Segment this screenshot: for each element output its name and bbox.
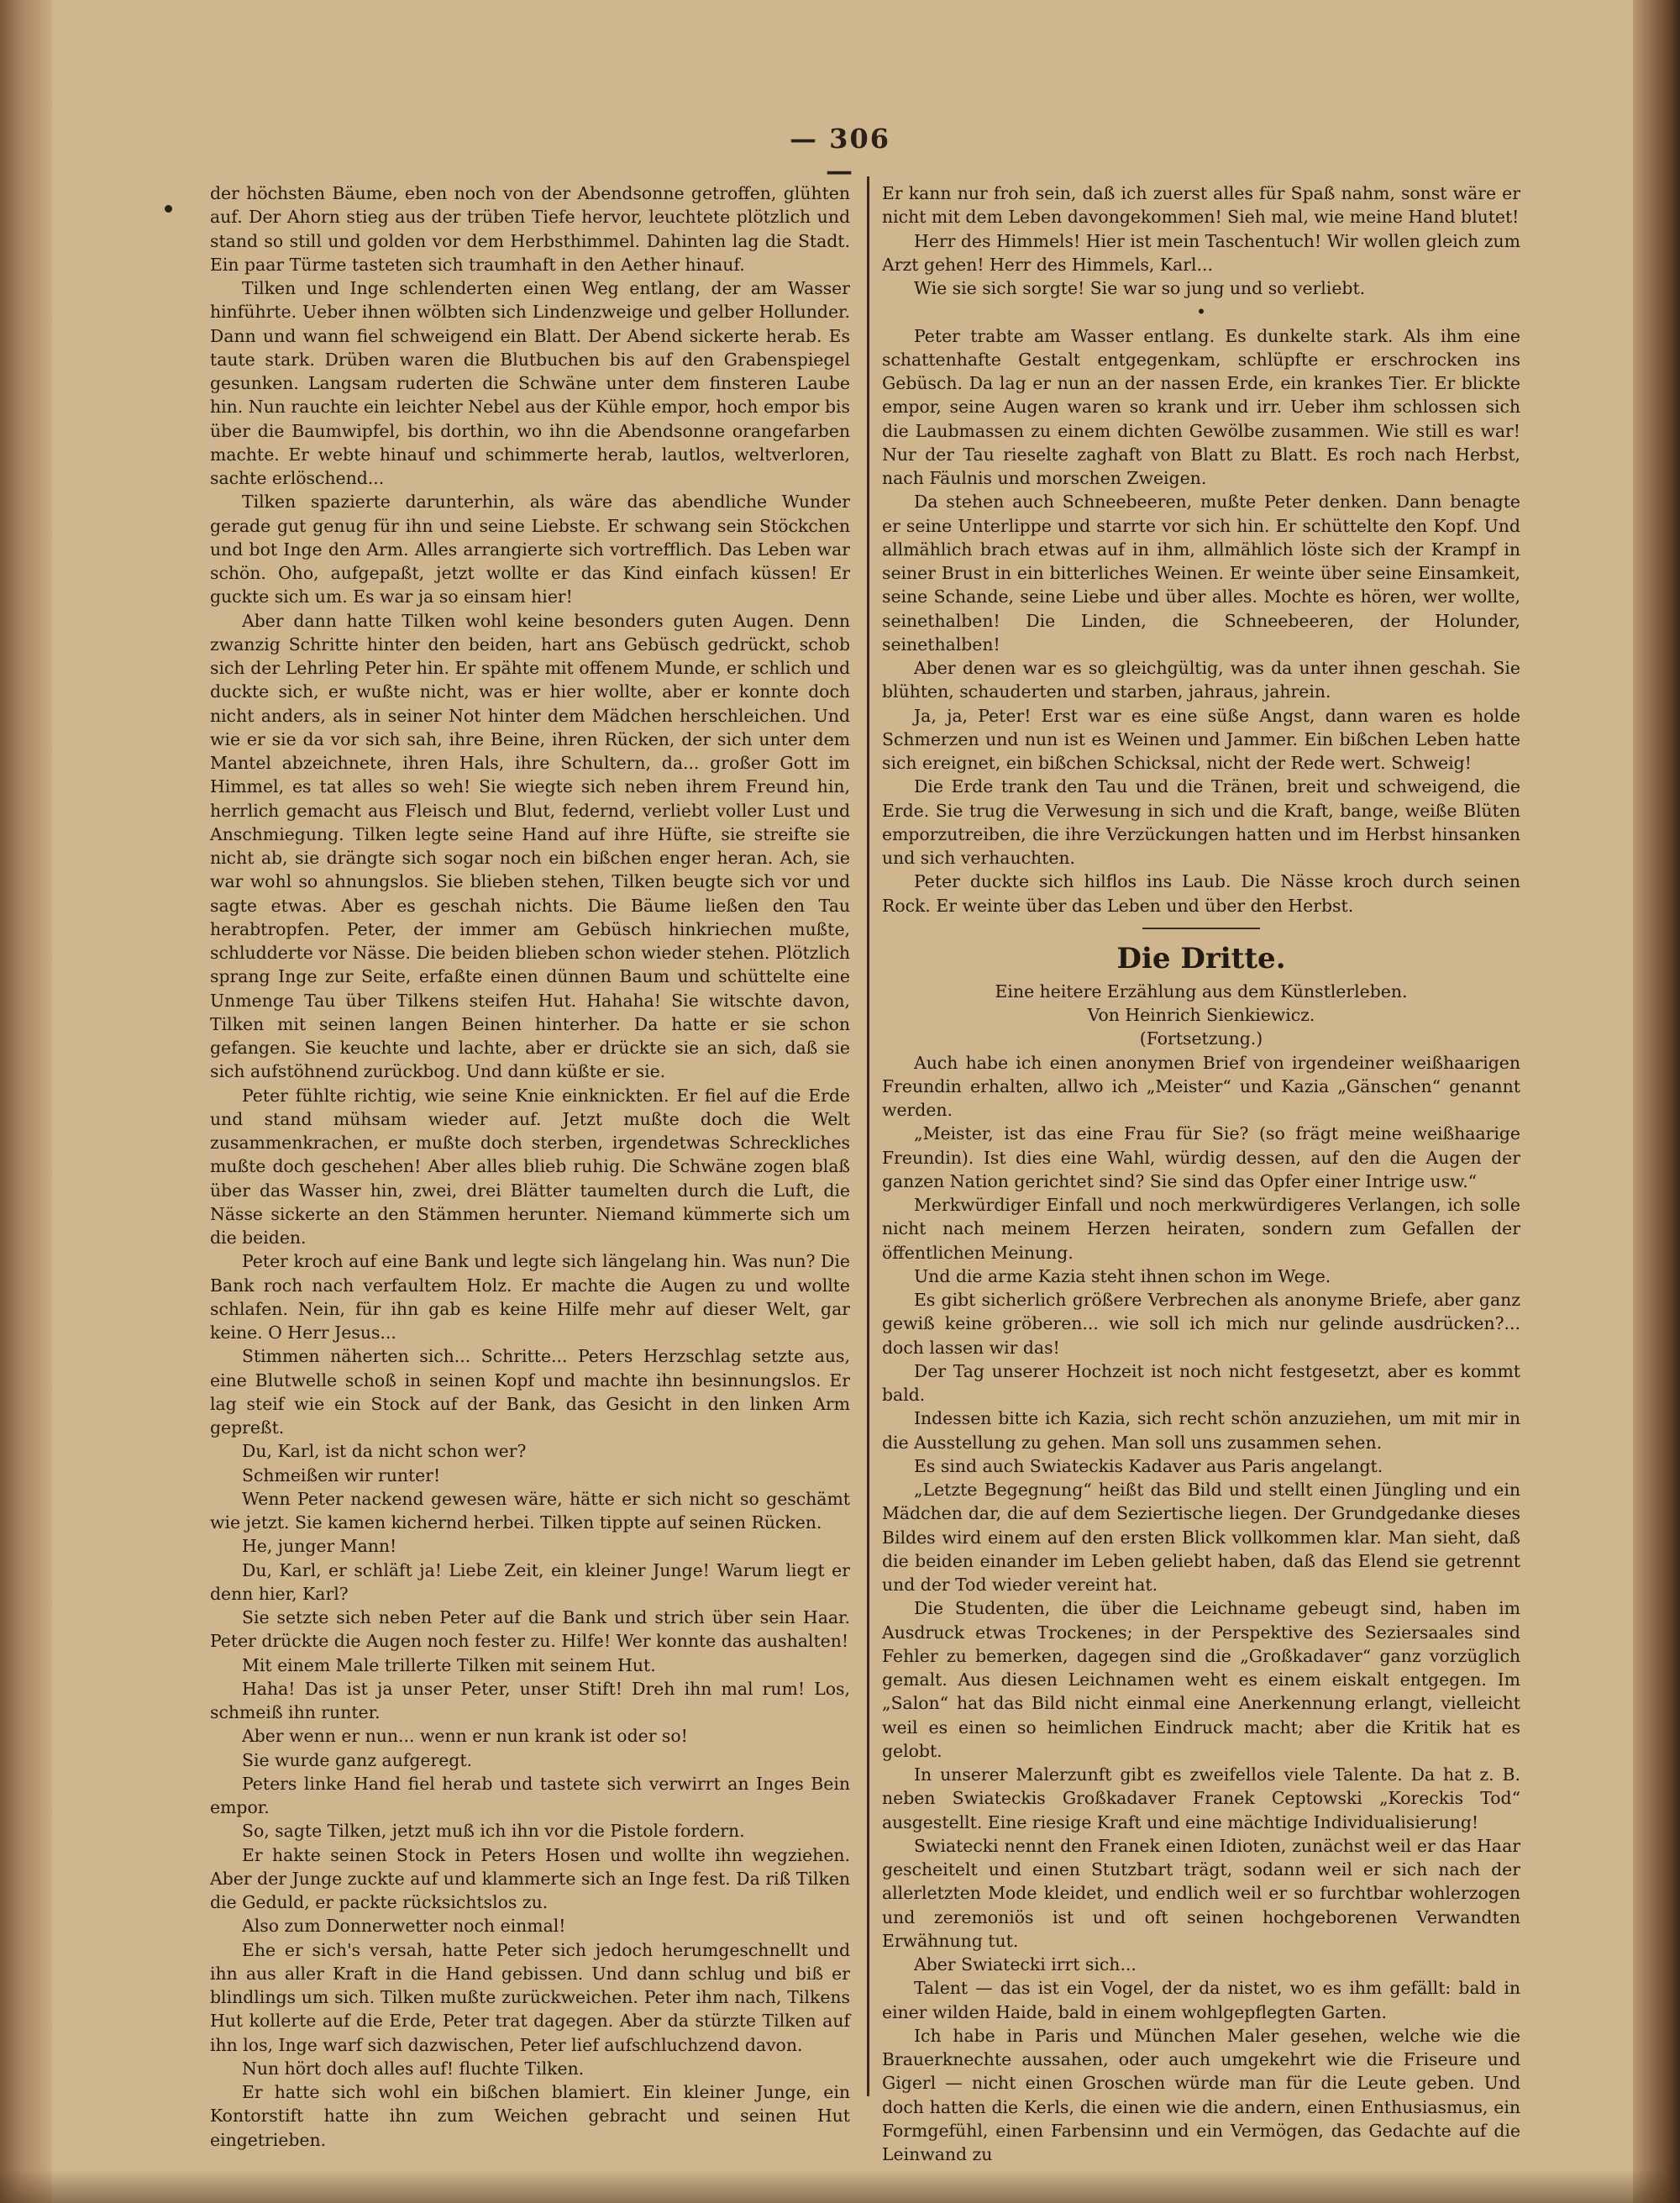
paragraph: Ehe er sich's versah, hatte Peter sich jedoch herumgeschnellt und ihn aus aller Kraft in die Hand gebissen. Und dann schlug und biß er blindlings um sich. Tilken mußte zurückweichen. Peter ihm nach, Tilkens Hut kollerte auf die Erde, Peter trat dagegen. Aber da stürzte Tilken auf ihn los, Inge warf sich dazwischen, Peter lief aufschluchzend davon. bbox=[210, 1939, 850, 2055]
paragraph: Der Tag unserer Hochzeit ist noch nicht festgesetzt, aber es kommt bald. bbox=[882, 1360, 1520, 1405]
story-body bbox=[882, 1051, 1520, 2167]
paragraph: Die Erde trank den Tau und die Tränen, breit und schweigend, die Erde. Sie trug die Verwesung in sich und die Kraft, bange, weiße Blüten emporzutreiben, die ihre Verzückungen hatten und im Herbst hinsanken und sich verhauchten. bbox=[882, 776, 1520, 868]
paragraph: He, junger Mann! bbox=[242, 1536, 397, 1557]
story-author: Von Heinrich Sienkiewicz. bbox=[1087, 1005, 1315, 1025]
story-subtitle: Eine heitere Erzählung aus dem Künstlerleben. bbox=[995, 981, 1408, 1002]
paragraph: Talent — das ist ein Vogel, der da nistet, wo es ihm gefällt: bald in einer wilden Haide, bald in einem wohlgepflegten Garten. bbox=[882, 1978, 1520, 2022]
paragraph: Du, Karl, er schläft ja! Liebe Zeit, ein kleiner Junge! Warum liegt er denn hier, Karl? bbox=[210, 1559, 850, 1604]
column-divider bbox=[867, 176, 869, 2096]
paragraph: Wie sie sich sorgte! Sie war so jung und so verliebt. bbox=[914, 278, 1366, 298]
paragraph: Die Studenten, die über die Leichname gebeugt sind, haben im Ausdruck etwas Trockenes; in der Perspektive des Seziersaales sind Fehler zu bemerken, dagegen sind die „Großkadaver“ ganz vorzüglich gemalt. Aus diesen Leichnamen weht es einem eiskalt entgegen. Im „Salon“ hat das Bild nicht einmal eine Anerkennung erlangt, vielleicht weil es einen so heimlichen Eindruck macht; aber die Kritik hat es gelobt. bbox=[882, 1598, 1520, 1761]
paragraph: Peter duckte sich hilflos ins Laub. Die Nässe kroch durch seinen Rock. Er weinte über das Leben und über den Herbst. bbox=[882, 871, 1520, 916]
paragraph: Ich habe in Paris und München Maler gesehen, welche wie die Brauerknechte aussahen, oder auch umgekehrt wie die Friseure und Gigerl — nicht einen Groschen würde man für die Leute geben. Und doch hatten die Kerls, die einen wie die andern, einen Enthusiasmus, ein Formgefühl, einen Farbensinn und ein Vermögen, das Gedachte auf die Leinwand zu bbox=[882, 2025, 1520, 2164]
paragraph: Sie setzte sich neben Peter auf die Bank und strich über sein Haar. Peter drückte die Augen noch fester zu. Hilfe! Wer konnte das aushalten! bbox=[210, 1607, 850, 1652]
page-number: — 306 — bbox=[790, 123, 890, 187]
paragraph: Indessen bitte ich Kazia, sich recht schön anzuziehen, um mit mir in die Ausstellung zu gehen. Man soll uns zusammen sehen. bbox=[882, 1408, 1520, 1453]
paragraph: Aber wenn er nun... wenn er nun krank ist oder so! bbox=[242, 1726, 688, 1747]
paragraph: Aber denen war es so gleichgültig, was da unter ihnen geschah. Sie blühten, schauderten und starben, jahraus, jahrein. bbox=[882, 658, 1520, 702]
paragraph: Also zum Donnerwetter noch einmal! bbox=[242, 1916, 566, 1937]
paragraph: Herr des Himmels! Hier ist mein Taschentuch! Wir wollen gleich zum Arzt gehen! Herr des Himmels, Karl... bbox=[882, 230, 1520, 275]
paragraph: Merkwürdiger Einfall und noch merkwürdigeres Verlangen, ich solle nicht nach meinem Herzen heiraten, sondern zum Gefallen der öffentlichen Meinung. bbox=[882, 1195, 1520, 1263]
paragraph: Peter trabte am Wasser entlang. Es dunkelte stark. Als ihm eine schattenhafte Gestalt entgegenkam, schlüpfte er erschrocken ins Gebüsch. Da lag er nun an der nassen Erde, ein krankes Tier. Er blickte empor, seine Augen waren so krank und irr. Ueber ihm schlossen sich die Laubmassen zu einem dichten Gewölbe zusammen. Wie still es war! Nur der Tau rieselte zaghaft von Blatt zu Blatt. Es roch nach Herbst, nach Fäulnis und morschen Zweigen. bbox=[882, 325, 1520, 488]
paragraph: Peter kroch auf eine Bank und legte sich längelang hin. Was nun? Die Bank roch nach verfaultem Holz. Er machte die Augen zu und wollte schlafen. Nein, für ihn gab es keine Hilfe mehr auf dieser Welt, gar keine. O Herr Jesus... bbox=[210, 1251, 850, 1343]
margin-dot bbox=[165, 205, 172, 213]
story-separator bbox=[1142, 928, 1260, 929]
paragraph: Du, Karl, ist da nicht schon wer? bbox=[242, 1441, 527, 1462]
paragraph: Mit einem Male trillerte Tilken mit seinem Hut. bbox=[242, 1654, 656, 1675]
paragraph: „Meister, ist das eine Frau für Sie? (so frägt meine weißhaarige Freundin). Ist dies eine Wahl, würdig dessen, auf den die Augen der ganzen Nation gerichtet sind? Sie sind das Opfer einer Intrige usw.“ bbox=[882, 1123, 1520, 1191]
paragraph: Sie wurde ganz aufgeregt. bbox=[242, 1749, 473, 1770]
paragraph: Nun hört doch alles auf! fluchte Tilken. bbox=[242, 2058, 585, 2079]
paragraph: Tilken und Inge schlenderten einen Weg entlang, der am Wasser hinführte. Ueber ihnen wölbten sich Lindenzweige und gelber Hollunder. Dann und wann fiel schweigend ein Blatt. Der Abend sickerte herab. Es taute stark. Drüben waren die Blutbuchen bis auf den Grabenspiegel gesunken. Langsam ruderten die Schwäne unter dem finsteren Laube hin. Nun rauchte ein leichter Nebel aus der Kühle empor, hoch empor bis über die Baumwipfel, bis dorthin, wo ihn die Abendsonne orangefarben machte. Er webte hinauf und schimmerte herab, lautlos, weltverloren, sachte erlöschend... bbox=[210, 278, 850, 488]
previous-story-ending bbox=[882, 181, 1520, 917]
right-column bbox=[882, 181, 1520, 2166]
paragraph: Stimmen näherten sich... Schritte... Peters Herzschlag setzte aus, eine Blutwelle schoß in seinen Kopf und machte ihn besinnungslos. Er lag steif wie ein Stock auf der Bank, das Gesicht in den linken Arm gepreßt. bbox=[210, 1346, 850, 1438]
paragraph: Peter fühlte richtig, wie seine Knie einknickten. Er fiel auf die Erde und stand mühsam wieder auf. Jetzt mußte doch die Welt zusammenkrachen, er mußte doch sterben, irgendetwas Schreckliches mußte doch geschehen! Aber alles blieb ruhig. Die Schwäne zogen blaß über das Wasser hin, zwei, drei Blätter taumelten durch die Luft, die Nässe sickerte an den Stämmen herunter. Niemand kümmerte sich um die beiden. bbox=[210, 1085, 850, 1248]
paragraph: der höchsten Bäume, eben noch von der Abendsonne getroffen, glühten auf. Der Ahorn stieg aus der trüben Tiefe hervor, leuchtete plötzlich und stand so still und golden vor dem Herbsthimmel. Dahinten lag die Stadt. Ein paar Türme tasteten sich traumhaft in den Aether hinauf. bbox=[210, 183, 850, 275]
page-bottom-shadow bbox=[0, 2169, 1680, 2203]
paragraph: Er kann nur froh sein, daß ich zuerst alles für Spaß nahm, sonst wäre er nicht mit dem Leben davongekommen! Sieh mal, wie meine Hand blutet! bbox=[882, 183, 1520, 228]
paragraph: In unserer Malerzunft gibt es zweifellos viele Talente. Da hat z. B. neben Swiateckis Großkadaver Franek Ceptowski „Koreckis Tod“ ausgestellt. Eine riesige Kraft und eine mächtige Individualisierung! bbox=[882, 1764, 1520, 1832]
paragraph: Er hatte sich wohl ein bißchen blamiert. Ein kleiner Junge, ein Kontorstift hatte ihn zum Weichen gebracht und seinen Hut eingetrieben. bbox=[210, 2082, 850, 2150]
story-continuation: (Fortsetzung.) bbox=[1139, 1028, 1263, 1049]
binding-edge bbox=[0, 0, 52, 2203]
paragraph: Er hakte seinen Stock in Peters Hosen und wollte ihn wegziehen. Aber der Junge zuckte auf und klammerte sich an Inge fest. Da riß Tilken die Geduld, er packte rücksichtslos zu. bbox=[210, 1844, 850, 1912]
paragraph: Haha! Das ist ja unser Peter, unser Stift! Dreh ihn mal rum! Los, schmeiß ihn runter. bbox=[210, 1678, 850, 1722]
paragraph: Aber Swiatecki irrt sich... bbox=[914, 1954, 1137, 1974]
paragraph: Peters linke Hand fiel herab und tastete sich verwirrt an Inges Bein empor. bbox=[210, 1773, 850, 1817]
paragraph: Schmeißen wir runter! bbox=[242, 1464, 441, 1485]
paragraph: „Letzte Begegnung“ heißt das Bild und stellt einen Jüngling und ein Mädchen dar, die auf dem Seziertische liegen. Der Grundgedanke dieses Bildes wird einem auf den ersten Blick vollkommen klar. Man sieht, daß die beiden einander im Leben geliebt haben, daß das Elend sie getrennt und der Tod wieder vereint hat. bbox=[882, 1480, 1520, 1595]
paragraph: Es sind auch Swiateckis Kadaver aus Paris angelangt. bbox=[914, 1455, 1383, 1476]
paragraph: Und die arme Kazia steht ihnen schon im Wege. bbox=[914, 1265, 1331, 1286]
paragraph: Auch habe ich einen anonymen Brief von irgendeiner weißhaarigen Freundin erhalten, allwo ich „Meister“ und Kazia „Gänschen“ genannt werden. bbox=[882, 1052, 1520, 1120]
paragraph: Es gibt sicherlich größere Verbrechen als anonyme Briefe, aber ganz gewiß keine gröberen... wie soll ich mich nur gelinde ausdrücken?... doch lassen wir das! bbox=[882, 1290, 1520, 1358]
paragraph: Swiatecki nennt den Franek einen Idioten, zunächst weil er das Haar gescheitelt und einen Stutzbart trägt, sodann weil er sich nach der allerletzten Mode kleidet, und endlich weil er so furchtbar wohlerzogen und zeremoniös ist und oft seinen hochgeborenen Verwandten Erwähnung tut. bbox=[882, 1835, 1520, 1951]
story-title: Die Dritte. bbox=[1116, 941, 1286, 975]
left-column bbox=[210, 181, 850, 2152]
page-right-edge bbox=[1633, 0, 1680, 2203]
paragraph: Ja, ja, Peter! Erst war es eine süße Angst, dann waren es holde Schmerzen und nun ist es Weinen und Jammer. Ein bißchen Leben hatte sich ereignet, ein bißchen Schicksal, nicht der Rede wert. Schweig! bbox=[882, 705, 1520, 773]
paragraph: Tilken spazierte darunterhin, als wäre das abendliche Wunder gerade gut genug für ihn und seine Liebste. Er schwang sein Stöckchen und bot Inge den Arm. Alles arrangierte sich vortrefflich. Das Leben war schön. Oho, aufgepaßt, jetzt wollte er das Kind einfach küssen! Er guckte sich um. Es war ja so einsam hier! bbox=[210, 492, 850, 607]
paragraph: Da stehen auch Schneebeeren, mußte Peter denken. Dann benagte er seine Unterlippe und starrte vor sich hin. Er schüttelte den Kopf. Und allmählich brach etwas auf in ihm, allmählich löste sich der Krampf in seiner Brust in ein bitterliches Weinen. Er weinte über seine Einsamkeit, seine Schande, seine Liebe und über alles. Mochte es hören, wer wollte, seinethalben! Die Linden, die Schneebeeren, der Holunder, seinethalben! bbox=[882, 492, 1520, 655]
paragraph: Wenn Peter nackend gewesen wäre, hätte er sich nicht so geschämt wie jetzt. Sie kamen kichernd herbei. Tilken tippte auf seinen Rücken. bbox=[210, 1488, 850, 1533]
paragraph: • bbox=[1195, 302, 1207, 323]
paragraph: So, sagte Tilken, jetzt muß ich ihn vor die Pistole fordern. bbox=[242, 1821, 745, 1842]
paragraph: Aber dann hatte Tilken wohl keine besonders guten Augen. Denn zwanzig Schritte hinter den beiden, hart ans Gebüsch gedrückt, schob sich der Lehrling Peter hin. Er spähte mit offenem Munde, er schlich und duckte sich, er wußte nicht, was er hier wollte, aber er konnte doch nicht anders, als in seiner Not hinter dem Mädchen herschleichen. Und wie er sie da vor sich sah, ihre Beine, ihren Rücken, der sich unter dem Mantel abzeichnete, ihren Hals, ihre Schultern, da... großer Gott im Himmel, es tat alles so weh! Sie wiegte sich neben ihrem Freund hin, herrlich gemacht aus Fleisch und Blut, federnd, verliebt voller Lust und Anschmiegung. Tilken legte seine Hand auf ihre Hüfte, sie streifte sie nicht ab, sie drängte sich sogar noch ein bißchen enger heran. Ach, sie war wohl so ahnungslos. Sie blieben stehen, Tilken beugte sich vor und sagte etwas. Aber es geschah nichts. Die Bäume ließen den Tau herabtropfen. Peter, der immer am Gebüsch hinkriechen mußte, schludderte vor Nässe. Die beiden blieben schon wieder stehen. Plötzlich sprang Inge zur Seite, erfaßte einen dünnen Baum und schüttelte eine Unmenge Tau über Tilkens steifen Hut. Hahaha! Sie witschte davon, Tilken mit seinen langen Beinen hinterher. Da hatte er sie schon gefangen. Sie keuchte und lachte, aber er drückte sie an sich, daß sie sich aufstöhnend zurückbog. Und dann küßte er sie. bbox=[210, 610, 850, 1082]
